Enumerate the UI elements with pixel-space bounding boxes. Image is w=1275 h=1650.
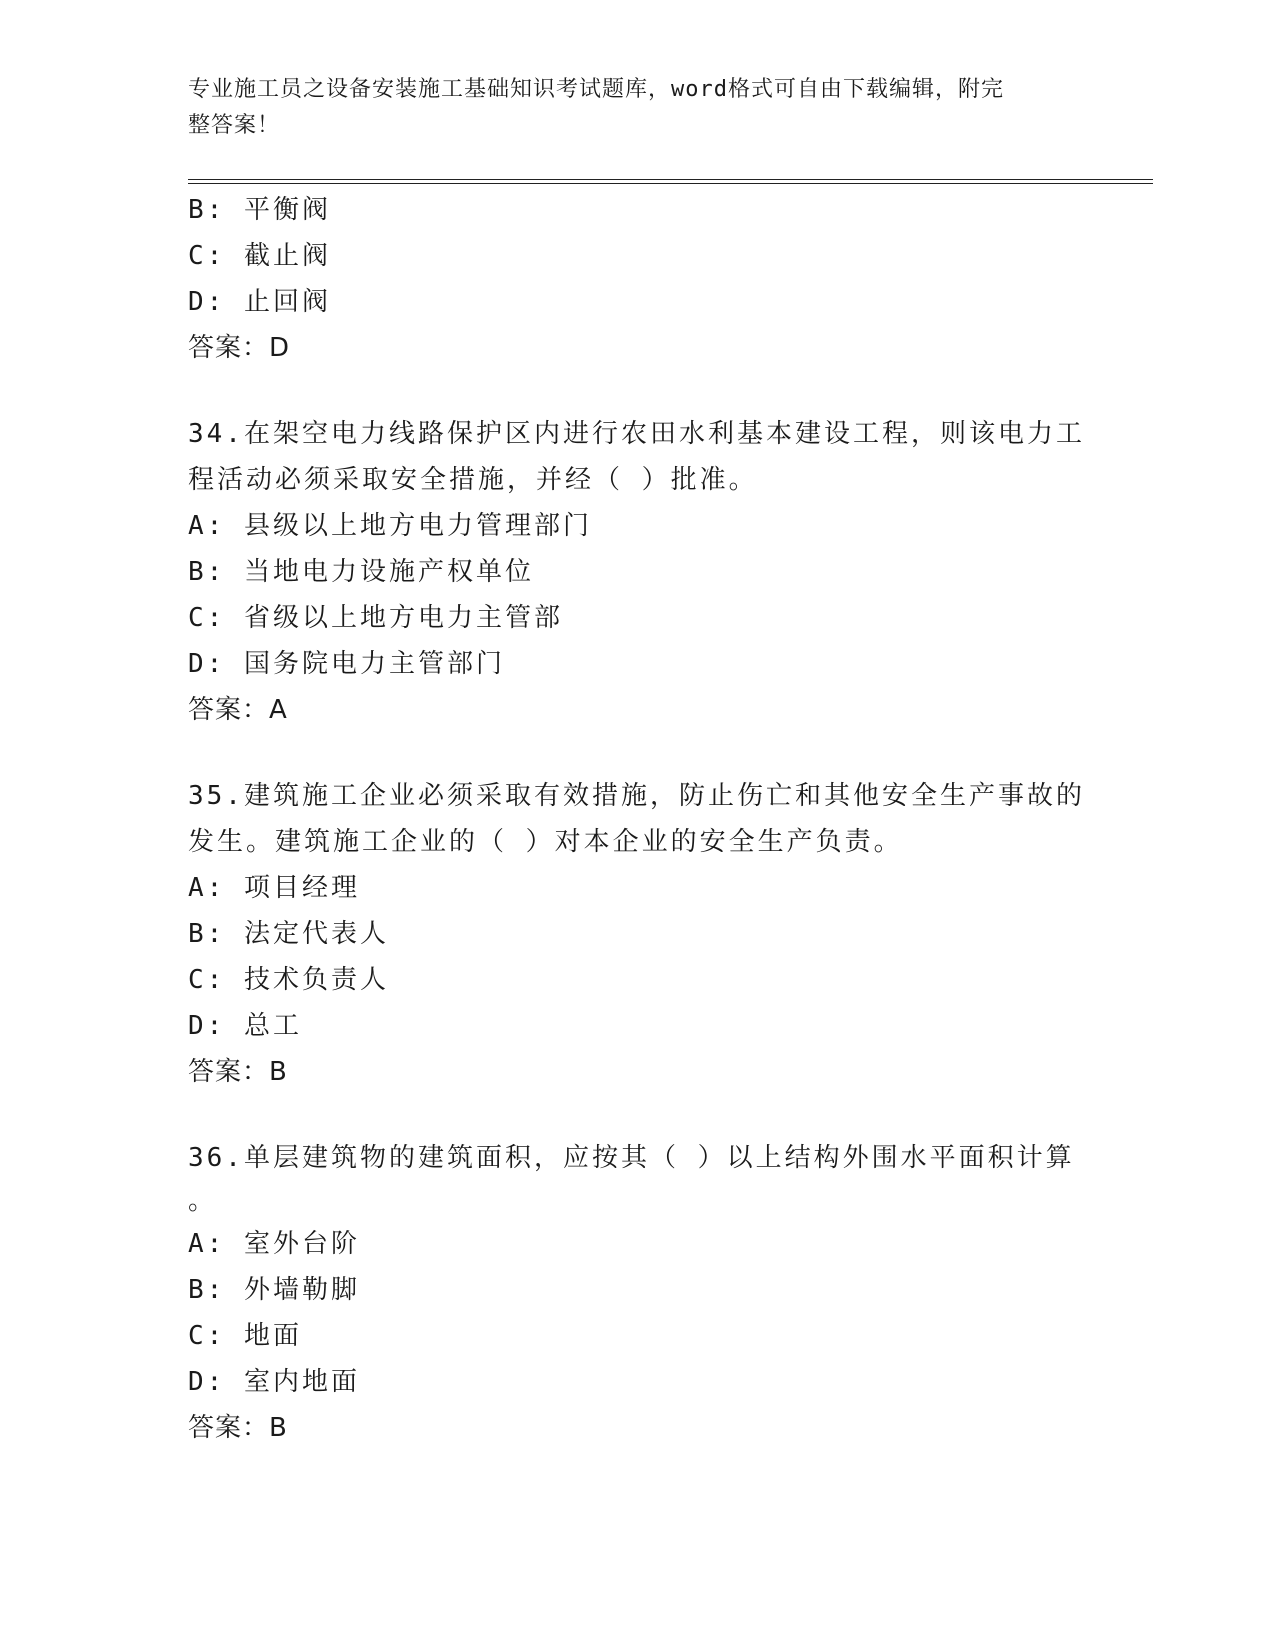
option-c: C: 省级以上地方电力主管部 (188, 603, 563, 633)
option-d: D: 室内地面 (188, 1367, 360, 1397)
question-text-line-1: 34.在架空电力线路保护区内进行农田水利基本建设工程，则该电力工 (188, 419, 1085, 449)
option-b: B: 当地电力设施产权单位 (188, 557, 534, 587)
header-line-2: 整答案！ (188, 113, 281, 138)
question-text-line-2: 发生。建筑施工企业的（ ）对本企业的安全生产负责。 (188, 827, 903, 857)
option-d: D: 总工 (188, 1011, 302, 1041)
question-text (188, 411, 1085, 503)
option-d: D: 国务院电力主管部门 (188, 649, 505, 679)
answer-line: 答案：B (188, 1413, 288, 1443)
option-b: B: 外墙勒脚 (188, 1275, 360, 1305)
question-34 (188, 411, 1088, 733)
option-c: C: 截止阀 (188, 241, 331, 271)
question-text-line-1: 35.建筑施工企业必须采取有效措施，防止伤亡和其他安全生产事故的 (188, 781, 1085, 811)
option-a: A: 项目经理 (188, 873, 360, 903)
option-b: B: 法定代表人 (188, 919, 389, 949)
option-b: B: 平衡阀 (188, 195, 331, 225)
document-header (188, 72, 1068, 144)
question-text-line-2: 。 (188, 1186, 218, 1216)
answer-line: 答案：A (188, 695, 288, 725)
option-a: A: 县级以上地方电力管理部门 (188, 511, 592, 541)
question-list (188, 187, 1088, 1451)
header-divider-bottom (188, 183, 1153, 184)
question-text-line-2: 程活动必须采取安全措施，并经（ ）批准。 (188, 465, 758, 495)
question-35 (188, 773, 1088, 1095)
previous-question-tail (188, 187, 1088, 371)
option-a: A: 室外台阶 (188, 1229, 360, 1259)
header-divider-top (188, 179, 1153, 180)
header-line-1: 专业施工员之设备安装施工基础知识考试题库，word格式可自由下载编辑，附完 (188, 77, 1004, 102)
question-text (188, 773, 1085, 865)
option-d: D: 止回阀 (188, 287, 331, 317)
question-text (188, 1135, 1075, 1221)
question-36 (188, 1135, 1088, 1451)
option-c: C: 地面 (188, 1321, 302, 1351)
answer-line: 答案：B (188, 1057, 288, 1087)
question-text-line-1: 36.单层建筑物的建筑面积，应按其（ ）以上结构外围水平面积计算 (188, 1143, 1075, 1173)
option-c: C: 技术负责人 (188, 965, 389, 995)
answer-line: 答案：D (188, 333, 291, 363)
